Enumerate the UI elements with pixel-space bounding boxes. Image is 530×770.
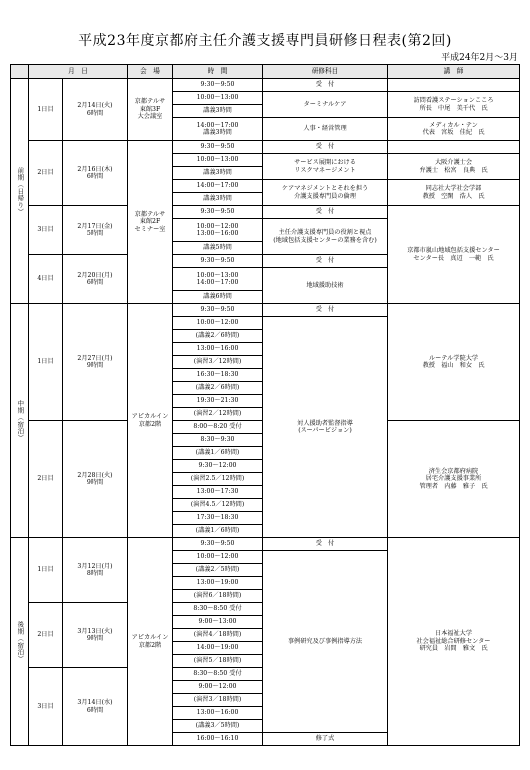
subject-cell: ターミナルケア [263,92,388,118]
lecturer-cell: 同志社大学社会学部 教授 空閑 浩人 氏 [388,180,520,206]
lecturer-cell: 訪問看護ステーションこころ 所長 中尾 美千代 氏 [388,92,520,118]
day-label: 2日目 [29,421,63,538]
venue-cell: 京都テルサ 東館2F セミナー室 [128,141,173,304]
lecturer-cell: 京都市嵐山地域包括支援センター センター長 真辺 一範 氏 [388,206,520,304]
time-cell: 9:30～9:50 [173,538,263,551]
time-cell: (演習3／18時間) [173,694,263,707]
lecturer-cell: 済生会京都府病院 居宅介護支援事業所 管理者 内藤 雅子 氏 [388,421,520,538]
date-cell: 3月13日(火) 9時間 [63,603,128,668]
time-cell: 17:30～18:30 [173,512,263,525]
lecturer-empty [388,141,520,154]
time-cell: 9:30～9:50 [173,79,263,92]
lecturer-empty [388,79,520,92]
time-cell: 8:30～8:50 受付 [173,668,263,681]
header-time: 時 間 [173,65,263,79]
time-cell: 講義3時間 [173,167,263,180]
time-cell: 講義3時間 [173,105,263,118]
subject-cell: 地域援助技術 [263,268,388,304]
day-label: 2日目 [29,603,63,668]
time-cell: 9:30～12:00 [173,460,263,473]
venue-cell: アピカルイン 京都2階 [128,304,173,538]
subject-cell: 事例研究及び事例指導方法 [263,551,388,733]
lecturer-cell: 大阪介護士会 弁護士 松宮 良典 氏 [388,154,520,180]
time-cell: 14:00～19:00 [173,642,263,655]
subject-cell: サービス展開における リスクマネージメント [263,154,388,180]
subject-reception: 受 付 [263,141,388,154]
date-cell: 2月17日(金) 5時間 [63,206,128,255]
time-cell: 9:30～9:50 [173,255,263,268]
lecturer-cell: メディカル・テン 代表 宮坂 佳紀 氏 [388,118,520,141]
schedule-table [10,64,520,746]
lecturer-cell: 日本福祉大学 社会福祉総合研修センター 研究員 岩間 雅文 氏 [388,538,520,746]
header-venue: 会 場 [128,65,173,79]
day-label: 1日目 [29,304,63,421]
subject-cell: 対人援助者監督指導 (スーパービジョン) [263,317,388,538]
document-title: 平成23年度京都府主任介護支援専門員研修日程表(第2回) [78,33,452,49]
lecturer-cell: ルーテル学院大学 教授 福山 和女 氏 [388,304,520,421]
time-cell: 10:00～13:00 [173,154,263,167]
time-cell: 10:00～13:00 14:00～17:00 [173,268,263,291]
time-cell: 9:30～9:50 [173,304,263,317]
date-cell: 2月28日(火) 9時間 [63,421,128,538]
subject-reception: 受 付 [263,255,388,268]
time-cell: (講義2／6時間) [173,330,263,343]
subject-cell: 人事・経営管理 [263,118,388,141]
time-cell: 14:00～17:00 [173,180,263,193]
time-cell: 13:00～19:00 [173,577,263,590]
time-cell: (講義3／5時間) [173,720,263,733]
time-cell: 講義6時間 [173,291,263,304]
period-middle: 中期（宿泊） [11,304,29,538]
time-cell: 9:00～13:00 [173,616,263,629]
subject-reception: 受 付 [263,79,388,92]
time-cell: 講義3時間 [173,193,263,206]
day-label: 1日目 [29,538,63,603]
time-cell: 16:30～18:30 [173,369,263,382]
period-late: 後期（宿泊） [11,538,29,746]
header-row [11,65,520,79]
date-cell: 2月16日(木) 6時間 [63,141,128,206]
date-cell: 2月27日(月) 9時間 [63,304,128,421]
day-label: 3日目 [29,206,63,255]
date-cell: 3月14日(水) 6時間 [63,668,128,746]
time-cell: (演習4.5／12時間) [173,499,263,512]
time-cell: 10:00～13:00 [173,92,263,105]
time-cell: (講義2／6時間) [173,382,263,395]
header-period [11,65,29,79]
time-cell: 9:30～9:50 [173,206,263,219]
time-cell: 14:00～17:00 講義3時間 [173,118,263,141]
time-cell: 10:00～12:00 [173,317,263,330]
date-cell: 2月20日(月) 6時間 [63,255,128,304]
date-cell: 2月14日(火) 6時間 [63,79,128,141]
time-cell: (演習3／12時間) [173,356,263,369]
subject-cell: 主任介護支援専門員の役割と視点 (地域包括支援センターの業務を含む) [263,219,388,255]
time-cell: (講義2／5時間) [173,564,263,577]
time-cell: (演習6／18時間) [173,590,263,603]
time-cell: (講義1／6時間) [173,447,263,460]
subject-closing: 修了式 [263,733,388,746]
header-subject: 研修科目 [263,65,388,79]
time-cell: (演習2.5／12時間) [173,473,263,486]
time-cell: 9:30～9:50 [173,141,263,154]
venue-cell: 京都テルサ 東館3F 大会議室 [128,79,173,141]
date-range: 平成24年2月～3月 [441,53,518,63]
time-cell: 8:00～8:20 受付 [173,421,263,434]
time-cell: (演習2／12時間) [173,408,263,421]
subject-reception: 受 付 [263,304,388,317]
day-label: 1日目 [29,79,63,141]
subject-reception: 受 付 [263,538,388,551]
time-cell: (演習5／18時間) [173,655,263,668]
venue-cell: アピカルイン 京都2階 [128,538,173,746]
time-cell: 19:30～21:30 [173,395,263,408]
time-cell: 10:00～12:00 [173,551,263,564]
period-early: 前期（日帰り） [11,79,29,304]
subject-cell: ケアマネジメントとそれを担う 介護支援専門員の倫理 [263,180,388,206]
time-cell: 16:00～16:10 [173,733,263,746]
time-cell: 13:00～16:00 [173,707,263,720]
time-cell: 10:00～12:00 13:00～16:00 [173,219,263,242]
time-cell: 9:00～12:00 [173,681,263,694]
day-label: 2日目 [29,141,63,206]
time-cell: 13:00～16:00 [173,343,263,356]
time-cell: 講義5時間 [173,242,263,255]
date-cell: 3月12日(月) 8時間 [63,538,128,603]
time-cell: (演習4／18時間) [173,629,263,642]
subject-reception: 受 付 [263,206,388,219]
header-lecturer: 講 師 [388,65,520,79]
day-label: 4日目 [29,255,63,304]
time-cell: (講義1／6時間) [173,525,263,538]
time-cell: 8:30～9:30 [173,434,263,447]
time-cell: 8:30～8:50 受付 [173,603,263,616]
time-cell: 13:00～17:30 [173,486,263,499]
day-label: 3日目 [29,668,63,746]
header-date: 月 日 [29,65,128,79]
